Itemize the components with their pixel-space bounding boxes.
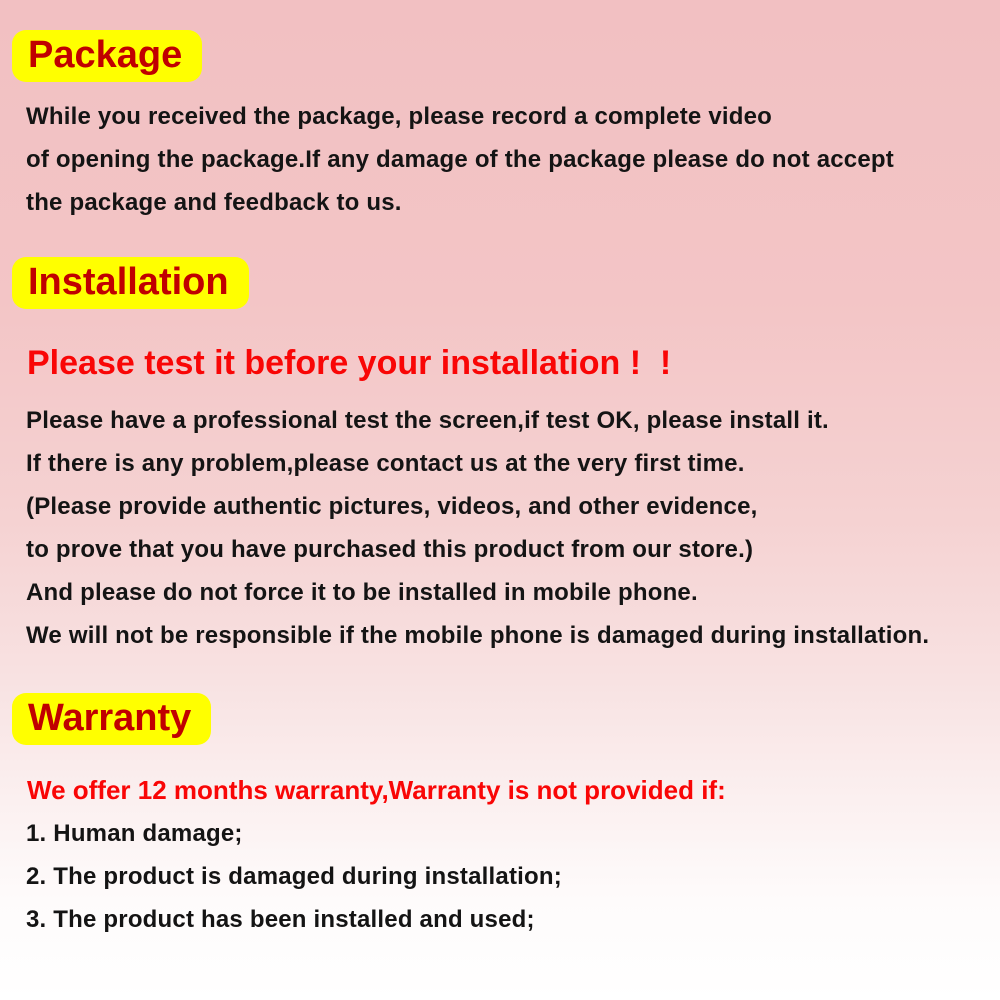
installation-line-1: Please have a professional test the screen,if test OK, please install it. — [26, 407, 829, 434]
installation-paragraph — [26, 399, 1000, 657]
warranty-item-2: 2. The product is damaged during installation; — [26, 863, 562, 890]
installation-line-4: to prove that you have purchased this product from our store.) — [26, 536, 754, 563]
installation-line-6: We will not be responsible if the mobile phone is damaged during installation. — [26, 622, 930, 649]
installation-line-3: (Please provide authentic pictures, videos, and other evidence, — [26, 493, 758, 520]
section-warranty — [0, 657, 1000, 941]
package-line-3: the package and feedback to us. — [26, 189, 402, 216]
installation-badge-row — [0, 224, 1000, 309]
warranty-item-3: 3. The product has been installed and used; — [26, 906, 535, 933]
section-package — [0, 0, 1000, 224]
warranty-terms-heading: We offer 12 months warranty,Warranty is not provided if: — [27, 775, 726, 805]
warranty-badge-row — [0, 657, 1000, 745]
package-badge: Package — [12, 30, 202, 82]
section-installation — [0, 224, 1000, 657]
package-badge-row — [0, 0, 1000, 82]
installation-line-5: And please do not force it to be installed in mobile phone. — [26, 579, 698, 606]
installation-warning-heading: Please test it before your installation ! ! — [27, 344, 672, 382]
warranty-exclusion-list — [26, 812, 1000, 941]
package-line-2: of opening the package.If any damage of the package please do not accept — [26, 146, 894, 173]
installation-badge: Installation — [12, 257, 249, 309]
warranty-item-1: 1. Human damage; — [26, 820, 243, 847]
package-paragraph — [26, 95, 1000, 224]
warranty-badge: Warranty — [12, 693, 211, 745]
package-line-1: While you received the package, please record a complete video — [26, 103, 773, 130]
installation-line-2: If there is any problem,please contact us at the very first time. — [26, 450, 745, 477]
